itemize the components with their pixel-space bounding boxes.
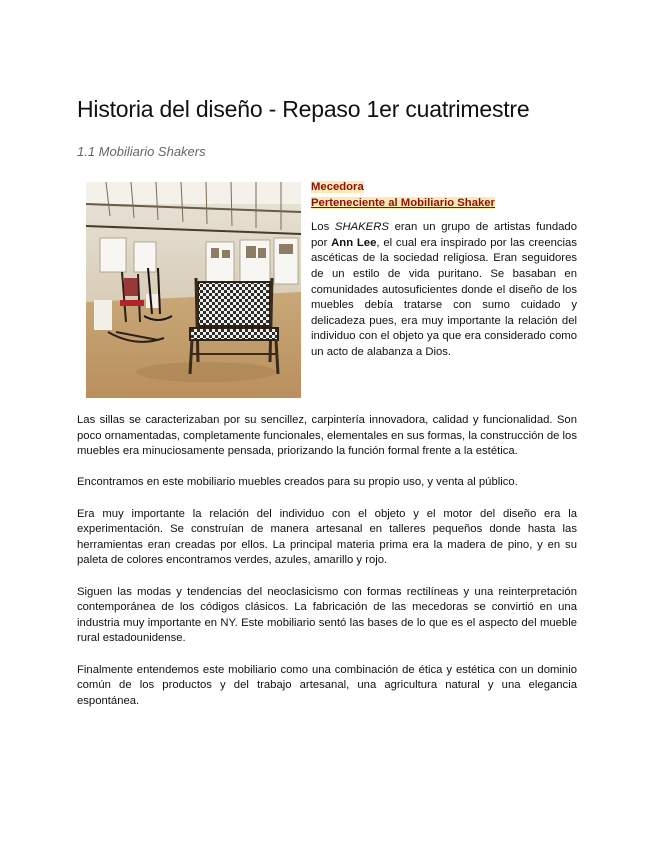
body-text (77, 413, 577, 725)
intro-em-shakers: SHAKERS (334, 221, 389, 234)
body-paragraph: Siguen las modas y tendencias del neoclasicismo con formas rectilíneas y una reinterpretación contemporánea de los códigos clásicos. La fabricación de las mecedoras se convirtió en una industria muy importante en NY. Este mobiliario sentó las bases de lo que es el aspecto del mueble rural estadounidense. (77, 585, 577, 645)
body-paragraph: Era muy importante la relación del individuo con el objeto y el motor del diseño era la experimentación. Se construían de manera artesanal en talleres pequeños donde hasta las herramientas eran creadas por ellos. La principal materia prima era la madera de pino, y en su paleta de colores encontramos verdes, azules, amarillo y rojo. (77, 507, 577, 567)
museum-shaker-chairs-photo (86, 182, 301, 398)
page-title: Historia del diseño - Repaso 1er cuatrimestre (77, 96, 530, 122)
section-heading: 1.1 Mobiliario Shakers (77, 144, 206, 159)
caption-heading: Mecedora (311, 181, 364, 193)
body-paragraph: Encontramos en este mobiliario muebles creados para su propio uso, y venta al público. (77, 476, 518, 489)
caption-subheading: Perteneciente al Mobiliario Shaker (311, 196, 495, 209)
intro-text: eran un grupo de artistas fundado por (311, 221, 577, 249)
body-paragraph: Las sillas se caracterizaban por su sencillez, carpintería innovadora, calidad y funcionalidad. Son poco ornamentadas, completamente funcionales, elementales en sus formas, la construcción de los muebles era minuciosamente pensada, priorizando la función formal frente a la estética. (77, 414, 577, 458)
intro-text: , el cual era inspirado por las creencias ascéticas de la sociedad religiosa. Eran seguidores de un estilo de vida puritano. Se basaban en comunidades autosuficientes donde el diseño de los muebles debía tratarse con sumo cuidado y delicadeza pues, era muy importante la relación del individuo con el objeto ya que era considerado como un acto de alabanza a Dios. (311, 236, 577, 358)
photo-caption-block (311, 180, 577, 361)
intro-strong-ann-lee: Ann Lee (331, 236, 377, 249)
body-paragraph: Finalmente entendemos este mobiliario como una combinación de ética y estética con un dominio común de los productos y del trabajo artesanal, una agricultura natural y una elegancia espontánea. (77, 663, 577, 707)
intro-paragraph (311, 220, 577, 360)
intro-text: Los (311, 221, 335, 234)
